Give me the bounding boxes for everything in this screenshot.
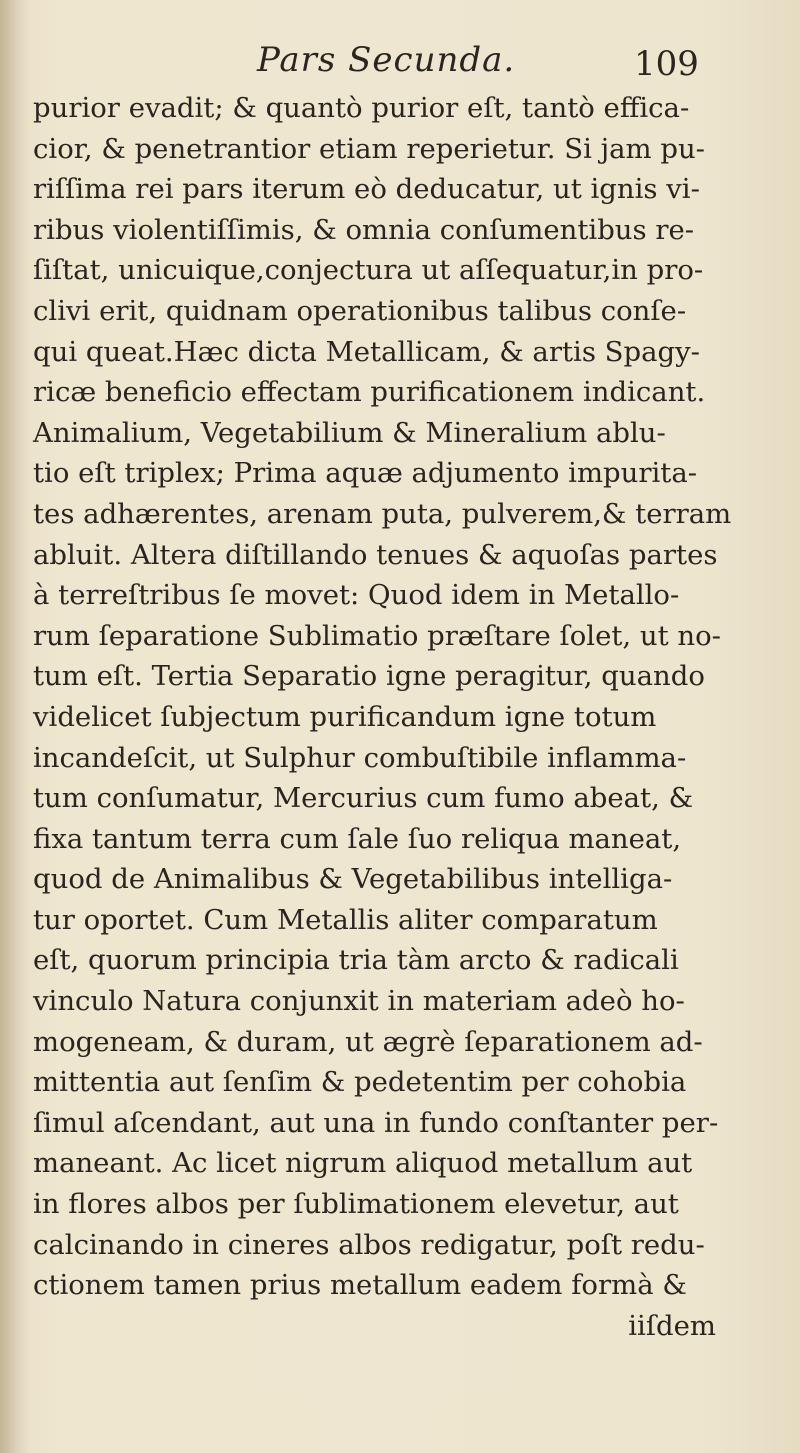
- page-header: [0, 40, 800, 90]
- page-number: 109: [634, 44, 699, 84]
- text-line: qui queat.Hæc dicta Metallicam, & artis Spagy-: [33, 335, 700, 368]
- text-line: mogeneam, & duram, ut ægrè ſeparationem ad-: [33, 1025, 703, 1058]
- text-line: quod de Animalibus & Vegetabilibus intelliga-: [33, 863, 673, 896]
- text-line: riſſima rei pars iterum eò deducatur, ut ignis vi-: [33, 173, 700, 206]
- catchword: iiſdem: [628, 1309, 716, 1342]
- text-line: fixa tantum terra cum ſale ſuo reliqua maneat,: [33, 822, 682, 855]
- text-line: eſt, quorum principia tria tàm arcto & radicali: [33, 944, 679, 977]
- gutter-shadow: [0, 0, 30, 1453]
- text-line: Animalium, Vegetabilium & Mineralium ablu-: [33, 416, 666, 449]
- text-line: tum eſt. Tertia Separatio igne peragitur, quando: [33, 660, 705, 693]
- text-line: calcinando in cineres albos redigatur, poſt redu-: [33, 1228, 705, 1261]
- text-line: tum conſumatur, Mercurius cum fumo abeat, &: [33, 782, 694, 815]
- text-line: ſimul aſcendant, aut una in fundo conſtanter per-: [33, 1106, 719, 1139]
- running-title: Pars Secunda.: [257, 40, 516, 80]
- text-line: abluit. Altera diſtillando tenues & aquoſas partes: [33, 538, 718, 571]
- text-line: clivi erit, quidnam operationibus talibus conſe-: [33, 294, 687, 327]
- text-line: ricæ beneficio effectam purificationem indicant.: [33, 376, 706, 409]
- text-line: vinculo Natura conjunxit in materiam adeò ho-: [33, 985, 685, 1018]
- text-line: incandeſcit, ut Sulphur combuſtibile inflamma-: [33, 741, 687, 774]
- text-line: in flores albos per ſublimationem elevetur, aut: [33, 1188, 679, 1221]
- text-line: tes adhærentes, arenam puta, pulverem,& terram: [33, 497, 732, 530]
- text-line: cior, & penetrantior etiam reperietur. Si jam pu-: [33, 132, 705, 165]
- text-line: ctionem tamen prius metallum eadem formà &: [33, 1269, 687, 1302]
- text-line: ſiſtat, unicuique,conjectura ut aſſequatur,in pro-: [33, 254, 704, 287]
- text-line: tur oportet. Cum Metallis aliter comparatum: [33, 903, 658, 936]
- text-line: à terreſtribus ſe movet: Quod idem in Metallo-: [33, 579, 680, 612]
- text-line: ribus violentiſſimis, & omnia conſumentibus re-: [33, 213, 695, 246]
- text-line: mittentia aut ſenſim & pedetentim per cohobia: [33, 1066, 687, 1099]
- body-text: [33, 88, 778, 1346]
- text-line: videlicet ſubjectum purificandum igne totum: [33, 700, 657, 733]
- text-line: tio eſt triplex; Prima aquæ adjumento impurita-: [33, 457, 698, 490]
- text-line: maneant. Ac licet nigrum aliquod metallum aut: [33, 1147, 693, 1180]
- text-line: rum ſeparatione Sublimatio præſtare ſolet, ut no-: [33, 619, 721, 652]
- text-line: purior evadit; & quantò purior eſt, tantò effica-: [33, 92, 690, 124]
